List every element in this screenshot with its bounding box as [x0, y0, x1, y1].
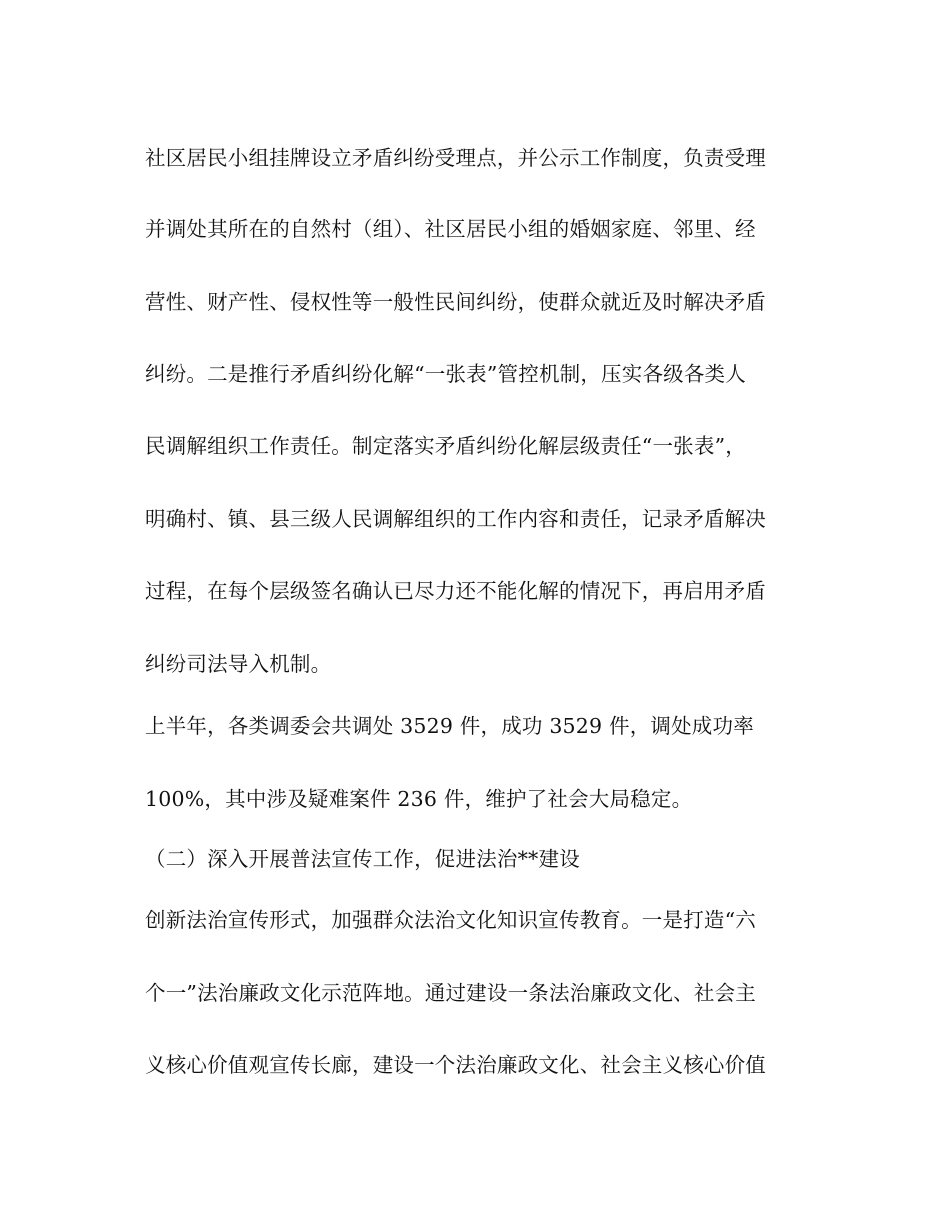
- text-line: 纠纷司法导入机制。: [145, 652, 332, 676]
- text-line: 民调解组织工作责任。制定落实矛盾纠纷化解层级责任“一张表”，: [145, 434, 746, 458]
- text-line: 并调处其所在的自然村（组）、社区居民小组的婚姻家庭、邻里、经: [145, 217, 756, 241]
- text-line: 营性、财产性、侵权性等一般性民间纠纷，使群众就近及时解决矛盾: [145, 290, 766, 314]
- text-line: 个一”法治廉政文化示范阵地。通过建设一条法治廉政文化、社会主: [145, 981, 756, 1005]
- text-line: 义核心价值观宣传长廊，建设一个法治廉政文化、社会主义核心价值: [145, 1053, 766, 1077]
- text-line: 上半年，各类调委会共调处 3529 件，成功 3529 件，调处成功率: [145, 714, 754, 738]
- section-heading: （二）深入开展普法宣传工作，促进法治**建设: [145, 847, 580, 871]
- text-line: 100%，其中涉及疑难案件 236 件，维护了社会大局稳定。: [145, 787, 693, 811]
- text-line: 社区居民小组挂牌设立矛盾纠纷受理点，并公示工作制度，负责受理: [145, 146, 766, 170]
- text-line: 创新法治宣传形式，加强群众法治文化知识宣传教育。一是打造“六: [145, 908, 756, 932]
- text-line: 明确村、镇、县三级人民调解组织的工作内容和责任，记录矛盾解决: [145, 507, 766, 531]
- text-line: 纠纷。二是推行矛盾纠纷化解“一张表”管控机制，压实各级各类人: [145, 362, 746, 386]
- text-line: 过程，在每个层级签名确认已尽力还不能化解的情况下，再启用矛盾: [145, 579, 766, 603]
